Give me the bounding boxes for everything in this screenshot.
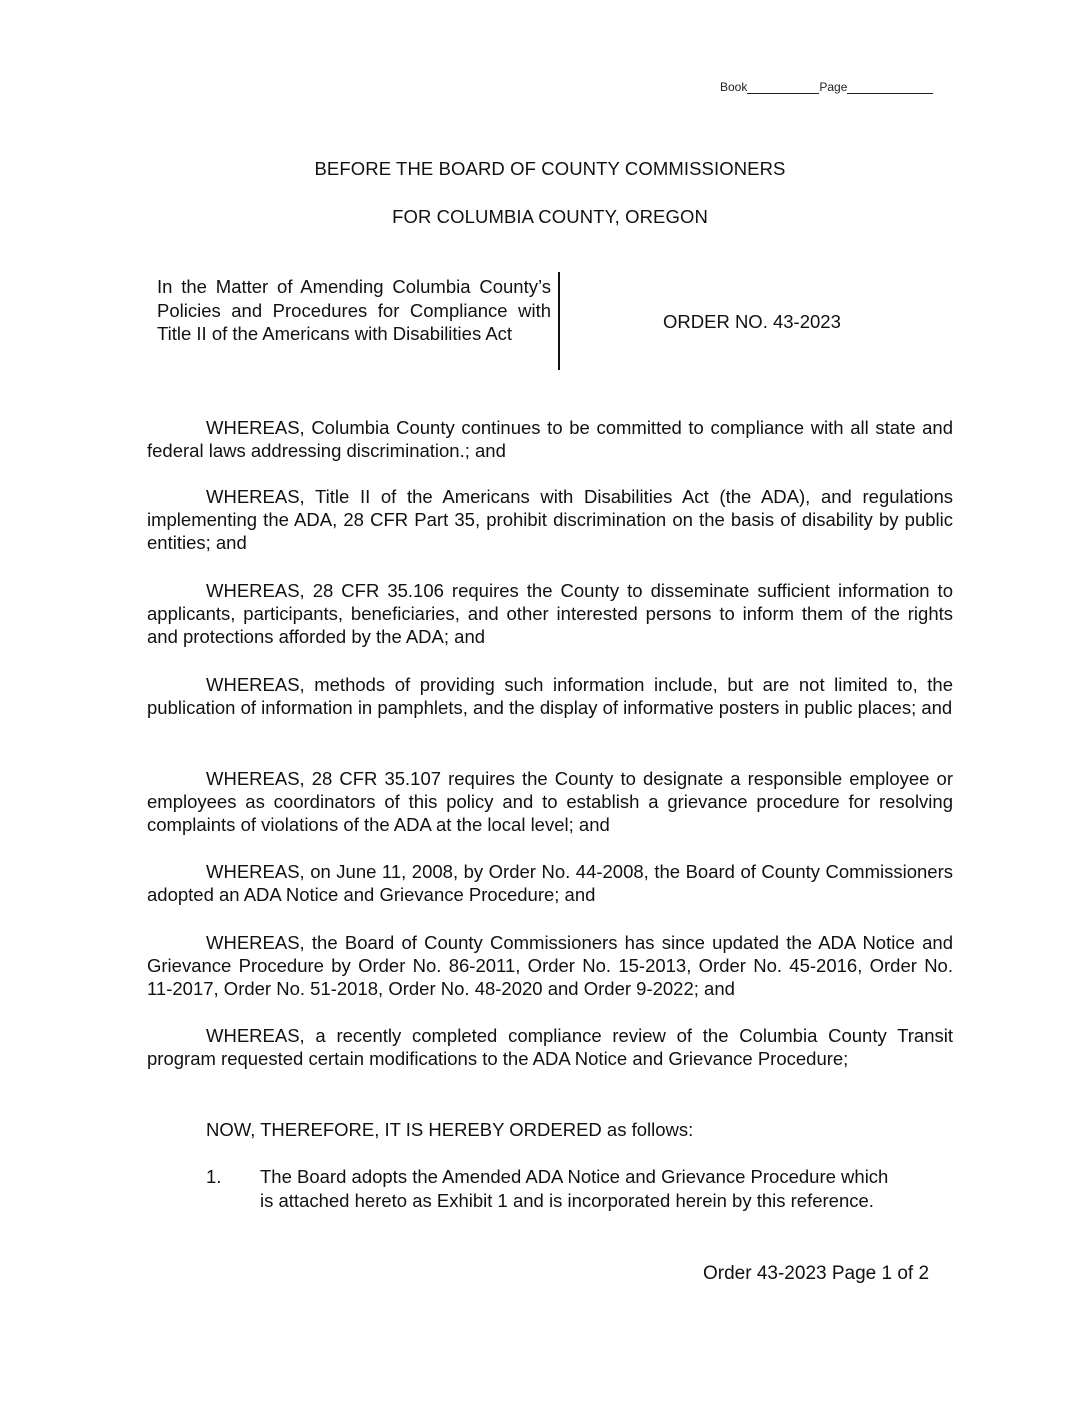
- page-blank-line: [847, 81, 933, 94]
- matter-caption: In the Matter of Amending Columbia County’s Policies and Procedures for Compliance with Title II of the Americans with Disabilities Act: [157, 276, 551, 344]
- page-label: Page: [819, 80, 848, 94]
- book-page-reference: [720, 80, 933, 94]
- recital-text: WHEREAS, on June 11, 2008, by Order No. 44-2008, the Board of County Commissioners adopted an ADA Notice and Grievance Procedure; and: [147, 861, 953, 905]
- order-number: ORDER NO. 43-2023: [663, 311, 841, 332]
- ordered-item: [206, 1165, 900, 1212]
- recital-paragraph: [147, 673, 953, 719]
- recital-paragraph: [147, 1024, 953, 1070]
- recital-paragraph: [147, 579, 953, 648]
- recital-text: WHEREAS, 28 CFR 35.106 requires the County to disseminate sufficient information to applicants, participants, beneficiaries, and other interested persons to inform them of the rights and protections afforded by the ADA; and: [147, 580, 953, 647]
- recital-paragraph: [147, 416, 953, 462]
- board-heading: BEFORE THE BOARD OF COUNTY COMMISSIONERS: [314, 158, 786, 179]
- ordered-intro: NOW, THEREFORE, IT IS HEREBY ORDERED as follows:: [206, 1119, 694, 1140]
- recital-text: WHEREAS, Columbia County continues to be committed to compliance with all state and federal laws addressing discrimination.; and: [147, 417, 953, 461]
- recital-text: WHEREAS, the Board of County Commissioners has since updated the ADA Notice and Grievance Procedure by Order No. 86-2011, Order No. 15-2013, Order No. 45-2016, Order No. 11-2017, Order No. 51-2018, Order No. 48-2020 and Order 9-2022; and: [147, 932, 953, 999]
- recital-paragraph: [147, 931, 953, 1000]
- item-number: 1.: [206, 1166, 222, 1187]
- recital-paragraph: [147, 767, 953, 836]
- caption-divider: [558, 272, 560, 370]
- recital-paragraph: [147, 860, 953, 906]
- item-text: The Board adopts the Amended ADA Notice and Grievance Procedure which is attached hereto as Exhibit 1 and is incorporated herein by this reference.: [260, 1166, 889, 1211]
- recital-paragraph: [147, 485, 953, 554]
- book-label: Book: [720, 80, 748, 94]
- recital-text: WHEREAS, Title II of the Americans with Disabilities Act (the ADA), and regulations implementing the ADA, 28 CFR Part 35, prohibit discrimination on the basis of disability by public entities; and: [147, 486, 953, 553]
- recital-text: WHEREAS, a recently completed compliance review of the Columbia County Transit program requested certain modifications to the ADA Notice and Grievance Procedure;: [147, 1025, 953, 1069]
- page-footer: Order 43-2023 Page 1 of 2: [703, 1263, 930, 1284]
- recital-text: WHEREAS, 28 CFR 35.107 requires the County to designate a responsible employee or employees as coordinators of this policy and to establish a grievance procedure for resolving complaints of violations of the ADA at the local level; and: [147, 768, 953, 835]
- book-blank-line: [747, 81, 819, 94]
- recital-text: WHEREAS, methods of providing such information include, but are not limited to, the publication of information in pamphlets, and the display of informative posters in public places; and: [147, 674, 953, 718]
- county-heading: FOR COLUMBIA COUNTY, OREGON: [392, 206, 708, 227]
